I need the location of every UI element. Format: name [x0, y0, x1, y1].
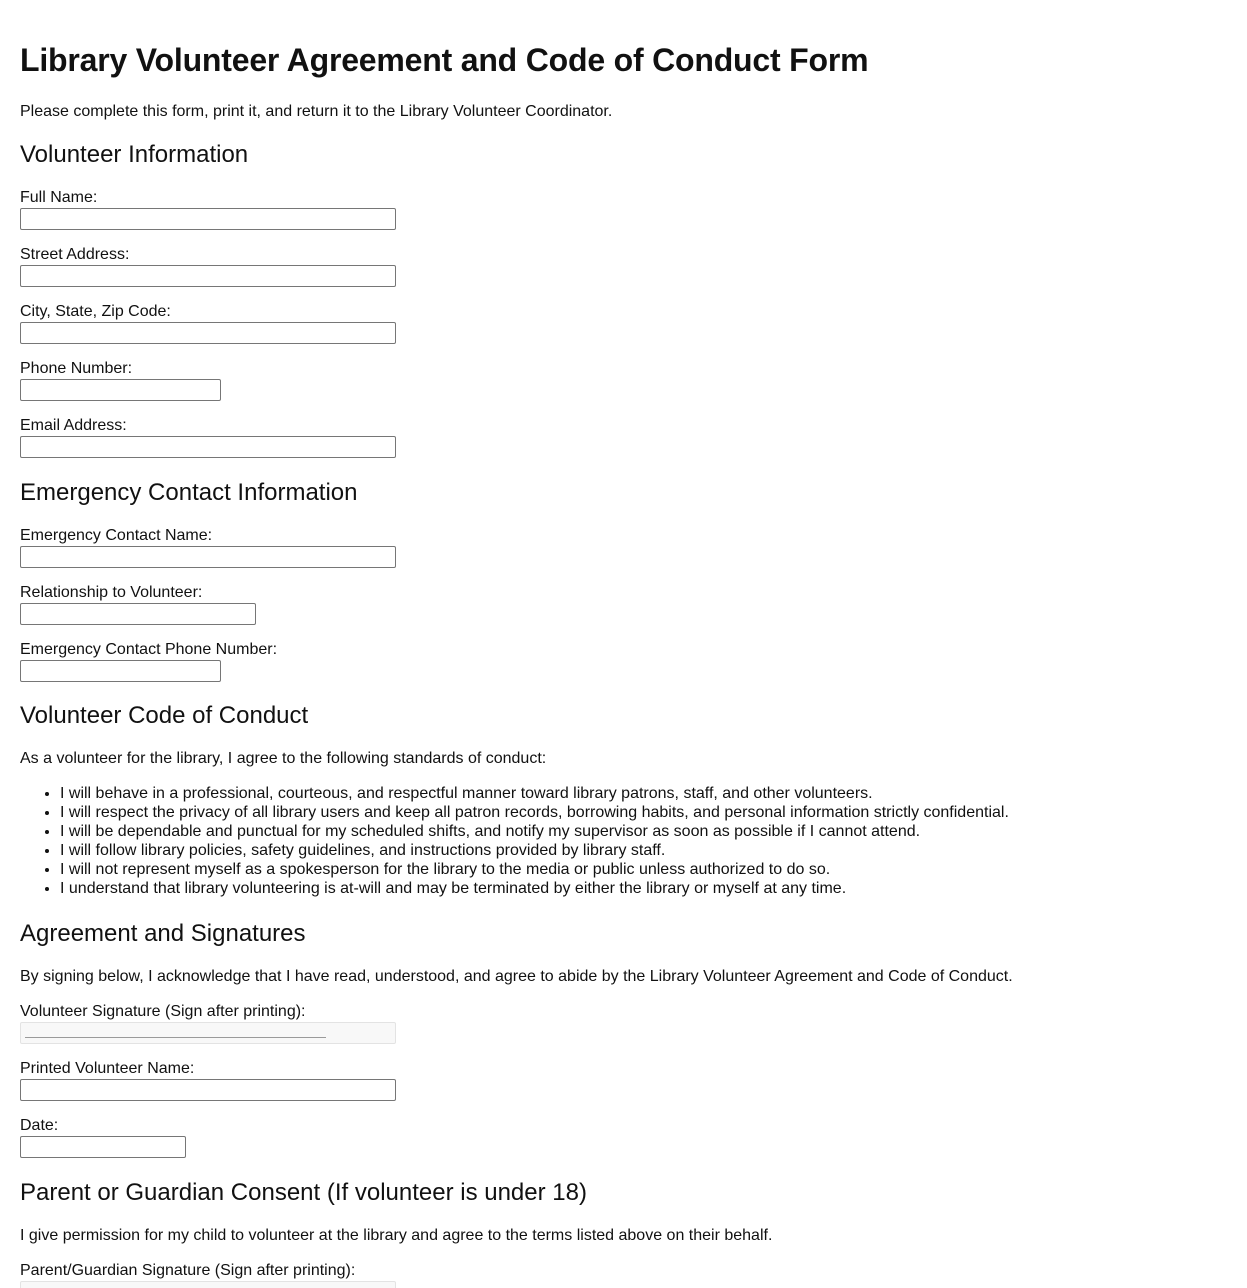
page-title: Library Volunteer Agreement and Code of Conduct Form [20, 42, 869, 78]
list-item: • I will respect the privacy of all library users and keep all patron records, borrowing habits, and personal information strictly confidential. [60, 803, 1247, 822]
relationship-label: Relationship to Volunteer: [20, 584, 203, 601]
list-item: • I understand that library volunteering is at-will and may be terminated by either the library or myself at any time. [60, 879, 1247, 898]
printed-name-input[interactable] [20, 1079, 396, 1101]
code-of-conduct-intro: As a volunteer for the library, I agree to the following standards of conduct: [20, 750, 547, 767]
street-address-field [20, 245, 396, 287]
agreement-text: By signing below, I acknowledge that I have read, understood, and agree to abide by the Library Volunteer Agreement and Code of Conduct. [20, 968, 1013, 985]
guardian-signature-box [20, 1281, 396, 1288]
relationship-field [20, 583, 256, 625]
emergency-contact-heading: Emergency Contact Information [20, 479, 358, 506]
guardian-text: I give permission for my child to volunteer at the library and agree to the terms listed above on their behalf. [20, 1227, 773, 1244]
volunteer-signature-field [20, 1002, 396, 1044]
email-label: Email Address: [20, 417, 127, 434]
email-field [20, 416, 396, 458]
full-name-input[interactable] [20, 208, 396, 230]
code-of-conduct-heading: Volunteer Code of Conduct [20, 702, 309, 729]
emergency-name-label: Emergency Contact Name: [20, 527, 213, 544]
date-label: Date: [20, 1117, 59, 1134]
street-address-label: Street Address: [20, 246, 130, 263]
city-state-zip-field [20, 302, 396, 344]
full-name-label: Full Name: [20, 189, 98, 206]
date-input[interactable] [20, 1136, 186, 1158]
phone-field [20, 359, 221, 401]
volunteer-signature-box [20, 1022, 396, 1044]
full-name-field [20, 188, 396, 230]
emergency-phone-label: Emergency Contact Phone Number: [20, 641, 278, 658]
city-state-zip-input[interactable] [20, 322, 396, 344]
relationship-input[interactable] [20, 603, 256, 625]
phone-input[interactable] [20, 379, 221, 401]
volunteer-signature-label: Volunteer Signature (Sign after printing): [20, 1003, 306, 1020]
guardian-signature-label: Parent/Guardian Signature (Sign after printing): [20, 1262, 356, 1279]
volunteer-info-heading: Volunteer Information [20, 141, 249, 168]
list-item: • I will not represent myself as a spokesperson for the library to the media or public unless authorized to do so. [60, 860, 1247, 879]
emergency-name-field [20, 526, 396, 568]
date-field [20, 1116, 186, 1158]
emergency-phone-input[interactable] [20, 660, 221, 682]
street-address-input[interactable] [20, 265, 396, 287]
list-item: • I will behave in a professional, courteous, and respectful manner toward library patrons, staff, and other volunteers. [60, 784, 1247, 803]
email-input[interactable] [20, 436, 396, 458]
intro-text: Please complete this form, print it, and return it to the Library Volunteer Coordinator. [20, 103, 613, 120]
printed-name-field [20, 1059, 396, 1101]
guardian-heading: Parent or Guardian Consent (If volunteer is under 18) [20, 1179, 587, 1206]
signature-line [25, 1037, 326, 1038]
agreement-heading: Agreement and Signatures [20, 920, 306, 947]
emergency-name-input[interactable] [20, 546, 396, 568]
conduct-list [20, 784, 1247, 898]
list-item: • I will be dependable and punctual for my scheduled shifts, and notify my supervisor as soon as possible if I cannot attend. [60, 822, 1247, 841]
guardian-signature-field [20, 1261, 396, 1288]
list-item: • I will follow library policies, safety guidelines, and instructions provided by library staff. [60, 841, 1247, 860]
emergency-phone-field [20, 640, 277, 682]
phone-label: Phone Number: [20, 360, 133, 377]
printed-name-label: Printed Volunteer Name: [20, 1060, 195, 1077]
city-state-zip-label: City, State, Zip Code: [20, 303, 171, 320]
